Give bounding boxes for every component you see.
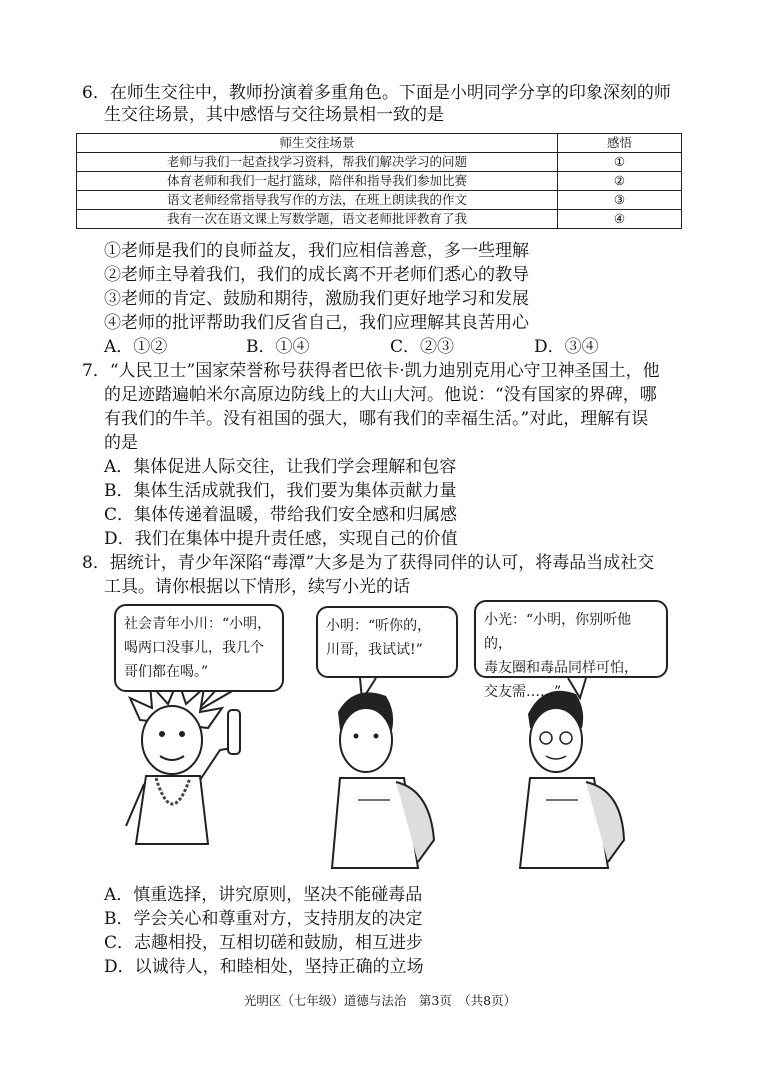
table-row — [77, 191, 682, 210]
table-header-insight: 感悟 — [558, 134, 682, 153]
q7-stem-line3: 有我们的牛羊。没有祖国的强大，哪有我们的幸福生活。”对此，理解有误 — [104, 409, 649, 429]
xiaoming-figure — [332, 692, 434, 868]
table-header-scene: 师生交往场景 — [77, 134, 558, 153]
bubble-line: 川哥，我试试!” — [326, 642, 423, 658]
q8-option-a[interactable]: A．慎重选择，讲究原则，坚决不能碰毒品 — [104, 885, 423, 905]
q6-statement-2: ②老师主导着我们，我们的成长离不开老师们悉心的教导 — [104, 265, 529, 285]
table-cell-insight: ② — [558, 172, 682, 191]
xiaochuan-figure — [126, 680, 240, 844]
q6-statement-4: ④老师的批评帮助我们反省自己，我们应理解其良苦用心 — [104, 313, 529, 333]
speech-bubble-xiaoguang — [474, 600, 668, 700]
q7-option-c[interactable]: C．集体传递着温暖，带给我们安全感和归属感 — [104, 505, 458, 525]
table-row — [77, 172, 682, 191]
bubble-line: 毒友圈和毒品同样可怕， — [484, 660, 638, 676]
q7-option-b[interactable]: B．集体生活成就我们，我们要为集体贡献力量 — [104, 481, 457, 501]
bubble-line: 小明：“听你的， — [326, 618, 432, 634]
q6-statement-1: ①老师是我们的良师益友，我们应相信善意，多一些理解 — [104, 241, 529, 261]
table-cell-insight: ④ — [558, 210, 682, 229]
q8-option-c[interactable]: C．志趣相投，互相切磋和鼓励，相互进步 — [104, 933, 424, 953]
q7-option-a[interactable]: A．集体促进人际交往，让我们学会理解和包容 — [104, 457, 457, 477]
q6-statement-3: ③老师的肯定、鼓励和期待，激励我们更好地学习和发展 — [104, 289, 529, 309]
speech-bubble-xiaochuan — [114, 604, 284, 692]
table-cell-insight: ① — [558, 153, 682, 172]
q6-option-c[interactable]: C．②③ — [390, 337, 455, 357]
q6-option-b[interactable]: B．①④ — [246, 337, 310, 357]
table-cell-scene: 老师与我们一起查找学习资料，帮我们解决学习的问题 — [77, 153, 558, 172]
speech-bubble-xiaoming — [316, 606, 458, 678]
table-row — [77, 210, 682, 229]
q8-option-d[interactable]: D．以诚待人，和睦相处，坚持正确的立场 — [104, 957, 424, 977]
bubble-line: 喝两口没事儿，我几个 — [124, 640, 264, 656]
table-cell-insight: ③ — [558, 191, 682, 210]
page-footer: 光明区（七年级）道德与法治 第3页 （共8页） — [243, 993, 517, 1008]
q8-option-b[interactable]: B．学会关心和尊重对方，支持朋友的决定 — [104, 909, 423, 929]
q7-stem-line4: 的是 — [104, 433, 138, 453]
q8-stem-line1: 8．据统计，青少年深陷“毒潭”大多是为了获得同伴的认可，将毒品当成社交 — [82, 553, 655, 573]
bubble-line: 哥们都在喝。” — [124, 664, 209, 680]
q6-option-d[interactable]: D．③④ — [534, 337, 599, 357]
q7-stem-line1: 7．“人民卫士”国家荣誉称号获得者巴依卡·凯力迪别克用心守卫神圣国土，他 — [82, 361, 660, 381]
q6-option-a[interactable]: A．①② — [104, 337, 168, 357]
q8-stem-line2: 工具。请你根据以下情形，续写小光的话 — [104, 577, 410, 597]
table-header-row — [77, 134, 682, 153]
q7-option-d[interactable]: D．我们在集体中提升责任感，实现自己的价值 — [104, 529, 458, 549]
bubble-line: 社会青年小川：“小明， — [124, 616, 272, 632]
bubble-line: 交友需……” — [484, 684, 562, 700]
table-row — [77, 153, 682, 172]
q6-table — [76, 133, 682, 229]
table-cell-scene: 语文老师经常指导我写作的方法，在班上朗读我的作文 — [77, 191, 558, 210]
q6-stem-line1: 6．在师生交往中，教师扮演着多重角色。下面是小明同学分享的印象深刻的师 — [82, 83, 671, 103]
bubble-line: 小光：“小明，你别听他的， — [484, 612, 632, 652]
q7-stem-line2: 的足迹踏遍帕米尔高原边防线上的大山大河。他说：“没有国家的界碑，哪 — [104, 385, 657, 405]
table-cell-scene: 体育老师和我们一起打篮球，陪伴和指导我们参加比赛 — [77, 172, 558, 191]
xiaoguang-figure — [520, 691, 624, 868]
table-cell-scene: 我有一次在语文课上写数学题，语文老师批评教育了我 — [77, 210, 558, 229]
q6-stem-line2: 生交往场景，其中感悟与交往场景相一致的是 — [104, 105, 444, 125]
